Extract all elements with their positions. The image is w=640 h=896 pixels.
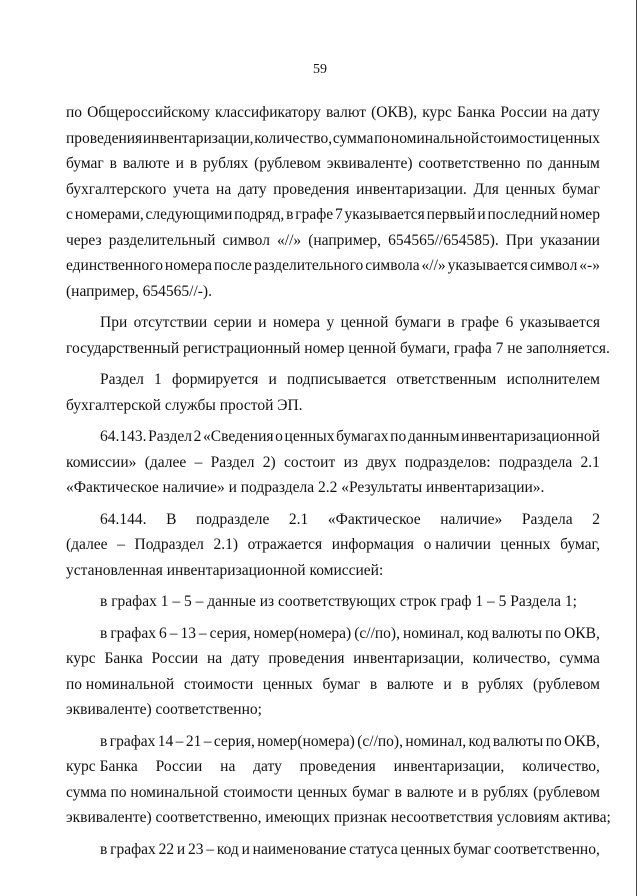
text-word: бумаг bbox=[352, 783, 390, 801]
text-word: номинальной bbox=[390, 129, 480, 147]
text-word: ценных bbox=[284, 428, 335, 445]
text-word: номер(номера) bbox=[253, 624, 352, 642]
text-word: России bbox=[500, 104, 548, 121]
text-word: номера bbox=[273, 314, 321, 331]
text-line bbox=[66, 507, 600, 533]
text-word: подписывается bbox=[287, 371, 387, 388]
text-word: валюте bbox=[386, 675, 434, 693]
text-word: 13 bbox=[180, 624, 196, 642]
text-word: учета bbox=[173, 180, 210, 198]
text-word: 64.144. bbox=[100, 510, 147, 528]
text-line bbox=[66, 729, 600, 755]
text-word: При bbox=[100, 314, 128, 331]
text-word: Банка bbox=[104, 650, 143, 667]
text-word: рублях bbox=[483, 783, 529, 801]
text-word: бухгалтерской службы простой ЭП. bbox=[66, 396, 303, 414]
text-word: рублях bbox=[203, 155, 249, 172]
page-number: 59 bbox=[313, 62, 327, 77]
text-line bbox=[66, 424, 600, 450]
text-word: эквиваленте) соответственно; bbox=[66, 701, 262, 718]
text-word: графе bbox=[295, 206, 334, 223]
text-word: 2) bbox=[262, 453, 276, 471]
text-word: о bbox=[275, 428, 283, 445]
text-word: (рублевом bbox=[533, 783, 600, 801]
text-word: из bbox=[343, 453, 358, 471]
text-word: через bbox=[66, 231, 102, 249]
text-word: валюте bbox=[122, 155, 170, 172]
text-word: (далее bbox=[66, 536, 108, 553]
text-word: указывается bbox=[519, 314, 600, 331]
text-word: последний bbox=[487, 206, 558, 223]
text-line bbox=[66, 450, 600, 476]
text-word: валюте bbox=[406, 783, 454, 801]
text-word: ценной bbox=[340, 314, 389, 331]
text-word: разделительный bbox=[108, 231, 216, 249]
text-word: по bbox=[526, 155, 543, 172]
text-word: соответственно, bbox=[493, 840, 600, 858]
text-word: (далее bbox=[144, 453, 187, 471]
text-word: графах bbox=[110, 840, 156, 858]
text-line bbox=[66, 279, 600, 305]
text-word: номинал, bbox=[405, 732, 467, 750]
text-line bbox=[66, 177, 600, 203]
text-word: подраздела bbox=[498, 453, 573, 471]
text-word: серия, bbox=[209, 624, 251, 642]
text-word: с bbox=[66, 206, 73, 223]
text-word: 14 bbox=[157, 732, 174, 750]
text-word: – bbox=[194, 453, 203, 471]
text-word: Общероссийскому bbox=[87, 104, 210, 121]
text-word: бумагах bbox=[336, 428, 389, 445]
text-word: разделительного bbox=[253, 257, 364, 274]
text-word: – bbox=[206, 840, 215, 858]
text-word: графе bbox=[461, 314, 500, 331]
text-line bbox=[66, 589, 600, 615]
text-word: количество, bbox=[522, 758, 600, 775]
text-word: подряд, bbox=[234, 206, 285, 223]
text-word: в bbox=[471, 783, 479, 801]
text-word: отсутствии bbox=[133, 314, 208, 331]
text-word: В bbox=[166, 510, 177, 528]
text-word: инвентаризации, bbox=[353, 650, 464, 667]
text-word: валют bbox=[326, 104, 367, 121]
text-word: сумма bbox=[332, 129, 374, 147]
text-line bbox=[66, 228, 600, 254]
text-word: рублях bbox=[478, 675, 524, 693]
text-word: статуса bbox=[349, 840, 398, 858]
text-word: 6 bbox=[158, 624, 167, 642]
text-word: (например, 654565//-). bbox=[66, 282, 212, 300]
text-word: ОКВ, bbox=[564, 624, 600, 642]
text-line bbox=[66, 805, 611, 831]
text-word: наименование bbox=[252, 840, 347, 858]
text-word: символа bbox=[365, 257, 420, 274]
text-word: 7 bbox=[334, 206, 343, 223]
text-line bbox=[66, 393, 600, 419]
text-word: 2 bbox=[592, 510, 600, 528]
text-word: по bbox=[66, 104, 83, 121]
text-word: в bbox=[100, 732, 108, 750]
text-word: у bbox=[326, 314, 335, 331]
text-word: классификатору bbox=[214, 104, 321, 121]
text-word: и bbox=[258, 314, 267, 331]
text-word: бумаг bbox=[453, 840, 492, 858]
text-word: бумаги bbox=[394, 314, 441, 331]
text-word: и bbox=[477, 206, 486, 223]
text-word: единственного bbox=[66, 257, 163, 274]
text-word: данным bbox=[548, 155, 600, 172]
text-word: формируется bbox=[171, 371, 259, 388]
text-word: стоимости bbox=[183, 675, 254, 693]
text-line bbox=[66, 837, 600, 863]
text-word: курс Банка bbox=[66, 758, 138, 775]
text-word: в bbox=[109, 155, 117, 172]
text-word: графах bbox=[109, 732, 156, 750]
text-word: При bbox=[505, 231, 534, 249]
text-word: по bbox=[374, 129, 391, 147]
document-text bbox=[66, 100, 611, 862]
text-word: дату bbox=[237, 180, 267, 198]
text-word: Банка bbox=[457, 104, 496, 121]
text-word: «-» bbox=[579, 257, 600, 274]
text-word: подразделов: bbox=[404, 453, 491, 471]
text-word: «Фактическое bbox=[327, 510, 421, 528]
text-word: графах bbox=[110, 624, 156, 642]
text-word: бумаг, bbox=[560, 536, 600, 553]
text-word: валюты bbox=[491, 624, 543, 642]
text-line bbox=[66, 754, 600, 780]
text-word: «Фактическое наличие» и подраздела 2.2 «Результаты инвентаризации». bbox=[66, 479, 545, 496]
text-line bbox=[66, 202, 600, 228]
text-word: 2.1) bbox=[213, 536, 238, 553]
text-word: в bbox=[447, 314, 455, 331]
text-word: ценных bbox=[400, 840, 451, 858]
text-word: ценных bbox=[500, 536, 551, 553]
text-word: стоимости bbox=[479, 129, 550, 147]
text-word: и bbox=[458, 783, 467, 801]
text-word: проведения bbox=[273, 180, 350, 198]
text-word: Для bbox=[473, 180, 499, 198]
text-word: России bbox=[155, 758, 203, 775]
text-word: (с//по), bbox=[357, 732, 403, 750]
text-word: дату bbox=[253, 758, 282, 775]
text-line bbox=[66, 780, 600, 806]
text-word: в bbox=[100, 624, 108, 642]
text-word: бухгалтерского bbox=[66, 180, 167, 198]
text-word: указывается bbox=[447, 257, 528, 274]
text-word: проведения bbox=[268, 650, 345, 667]
text-word: данным bbox=[407, 428, 460, 445]
text-word: (например, bbox=[308, 231, 382, 249]
text-word: отражается bbox=[247, 536, 323, 553]
text-word: курс bbox=[66, 650, 96, 667]
text-word: и bbox=[176, 840, 186, 858]
text-word: 21 bbox=[185, 732, 202, 750]
text-word: серии bbox=[213, 314, 252, 331]
text-word: номинал, bbox=[402, 624, 464, 642]
text-word: 2 bbox=[193, 428, 202, 445]
text-word: серия, bbox=[213, 732, 255, 750]
text-word: Раздел bbox=[210, 453, 255, 471]
text-line bbox=[66, 336, 610, 362]
text-word: по bbox=[545, 732, 562, 750]
text-word: «Сведения bbox=[203, 428, 274, 445]
text-word: номер(номера) bbox=[257, 732, 355, 750]
text-word: Раздел bbox=[100, 371, 144, 388]
text-word: на bbox=[206, 650, 223, 667]
text-word: на bbox=[220, 758, 236, 775]
text-line bbox=[66, 151, 600, 177]
text-word: и bbox=[268, 371, 277, 388]
text-word: после bbox=[213, 257, 252, 274]
text-word: – bbox=[169, 624, 178, 642]
text-word: на bbox=[216, 180, 232, 198]
text-line bbox=[66, 100, 600, 126]
text-word: информация bbox=[331, 536, 414, 553]
text-word: количество, bbox=[254, 129, 333, 147]
text-word: ценных bbox=[297, 783, 348, 801]
text-line bbox=[66, 646, 600, 672]
text-word: ценных bbox=[505, 180, 556, 198]
text-word: инвентаризации, bbox=[142, 129, 254, 147]
text-word: подразделе bbox=[196, 510, 270, 528]
text-word: дату bbox=[230, 650, 260, 667]
text-word: 654565//654585). bbox=[388, 231, 499, 249]
text-word: Подраздел bbox=[134, 536, 204, 553]
text-word: Раздел bbox=[148, 428, 192, 445]
text-word: 6 bbox=[505, 314, 514, 331]
text-word: инвентаризации. bbox=[356, 180, 467, 198]
text-word: инвентаризационной bbox=[461, 428, 600, 445]
text-word: в bbox=[394, 783, 402, 801]
text-word: валюты bbox=[492, 732, 544, 750]
text-word: код bbox=[216, 840, 239, 858]
text-word: двух bbox=[366, 453, 397, 471]
text-word: номер bbox=[559, 206, 600, 223]
text-word: проведения bbox=[66, 129, 143, 147]
text-word: исполнителем bbox=[506, 371, 600, 388]
text-word: установленная инвентаризационной комиссией: bbox=[66, 561, 384, 579]
text-word: и bbox=[443, 675, 452, 693]
text-line bbox=[66, 253, 600, 279]
text-line bbox=[66, 367, 600, 393]
text-word: проведения bbox=[299, 758, 376, 775]
text-word: в bbox=[369, 675, 378, 693]
text-word: – bbox=[198, 624, 207, 642]
text-word: указывается bbox=[344, 206, 425, 223]
text-word: (с//по), bbox=[354, 624, 400, 642]
text-word: бумаг bbox=[322, 675, 361, 693]
text-word: государственный регистрационный номер ценной бумаги, графа 7 не заполняется. bbox=[66, 339, 610, 357]
text-word: в bbox=[286, 206, 294, 223]
text-word: в bbox=[189, 155, 198, 172]
text-line bbox=[66, 532, 600, 558]
text-word: первый bbox=[426, 206, 476, 223]
text-line bbox=[66, 475, 600, 501]
text-word: в bbox=[461, 675, 469, 693]
text-word: указании bbox=[540, 231, 600, 249]
text-line bbox=[66, 672, 600, 698]
text-word: ответственным bbox=[396, 371, 497, 388]
text-word: номера bbox=[164, 257, 212, 274]
text-word: символ bbox=[529, 257, 578, 274]
text-word: – bbox=[203, 732, 212, 750]
text-word: эквиваленте) bbox=[326, 155, 413, 172]
text-line bbox=[66, 697, 600, 723]
text-word: о наличии bbox=[423, 536, 491, 553]
text-word: номерами, bbox=[74, 206, 144, 223]
text-word: стоимости bbox=[223, 783, 293, 801]
text-word: инвентаризации, bbox=[393, 758, 505, 775]
text-word: Раздела bbox=[521, 510, 573, 528]
text-line bbox=[66, 310, 600, 336]
text-word: сумма bbox=[559, 650, 600, 667]
text-word: комиссии» bbox=[66, 453, 137, 471]
page-edge-line bbox=[636, 0, 637, 896]
text-word: – bbox=[117, 536, 125, 553]
text-word: и bbox=[241, 840, 250, 858]
text-word: ОКВ, bbox=[564, 732, 600, 750]
text-word: 22 bbox=[158, 840, 175, 858]
text-word: состоит bbox=[283, 453, 336, 471]
text-word: (рублевом bbox=[254, 155, 321, 172]
text-word: по bbox=[390, 428, 407, 445]
text-word: соответственно bbox=[418, 155, 521, 172]
text-word: 23 bbox=[187, 840, 204, 858]
text-word: 1 bbox=[154, 371, 162, 388]
text-line bbox=[66, 126, 600, 152]
text-word: 2.1 bbox=[288, 510, 309, 528]
text-word: ценных bbox=[262, 675, 313, 693]
text-word: «//» bbox=[277, 231, 302, 249]
text-word: код bbox=[466, 624, 489, 642]
text-word: наличие» bbox=[440, 510, 503, 528]
text-word: в bbox=[100, 840, 108, 858]
text-word: по номинальной bbox=[66, 675, 175, 693]
text-word: сумма по номинальной bbox=[66, 783, 219, 801]
text-word: России bbox=[151, 650, 199, 667]
text-word: по bbox=[545, 624, 562, 642]
text-word: «//» bbox=[421, 257, 446, 274]
text-word: бумаг bbox=[66, 155, 104, 172]
text-word: курс bbox=[422, 104, 452, 121]
text-word: 64.143. bbox=[100, 428, 147, 445]
text-line bbox=[66, 558, 600, 584]
text-word: бумаг bbox=[562, 180, 600, 198]
text-word: на дату bbox=[552, 104, 600, 121]
text-word: символ bbox=[222, 231, 270, 249]
text-line bbox=[66, 621, 600, 647]
text-word: ценных bbox=[550, 129, 600, 147]
text-word: эквиваленте) соответственно, имеющих признак несоответствия условиям актива; bbox=[66, 809, 611, 826]
text-word: (рублевом bbox=[533, 675, 600, 693]
text-word: в графах 1 – 5 – данные из соответствующих строк граф 1 – 5 Раздела 1; bbox=[100, 593, 577, 610]
text-word: код bbox=[468, 732, 491, 750]
text-word: количество, bbox=[472, 650, 551, 667]
text-word: – bbox=[175, 732, 184, 750]
text-word: (ОКВ), bbox=[371, 104, 418, 121]
text-word: 2.1 bbox=[580, 453, 600, 471]
text-word: следующими bbox=[145, 206, 233, 223]
text-word: и bbox=[175, 155, 184, 172]
